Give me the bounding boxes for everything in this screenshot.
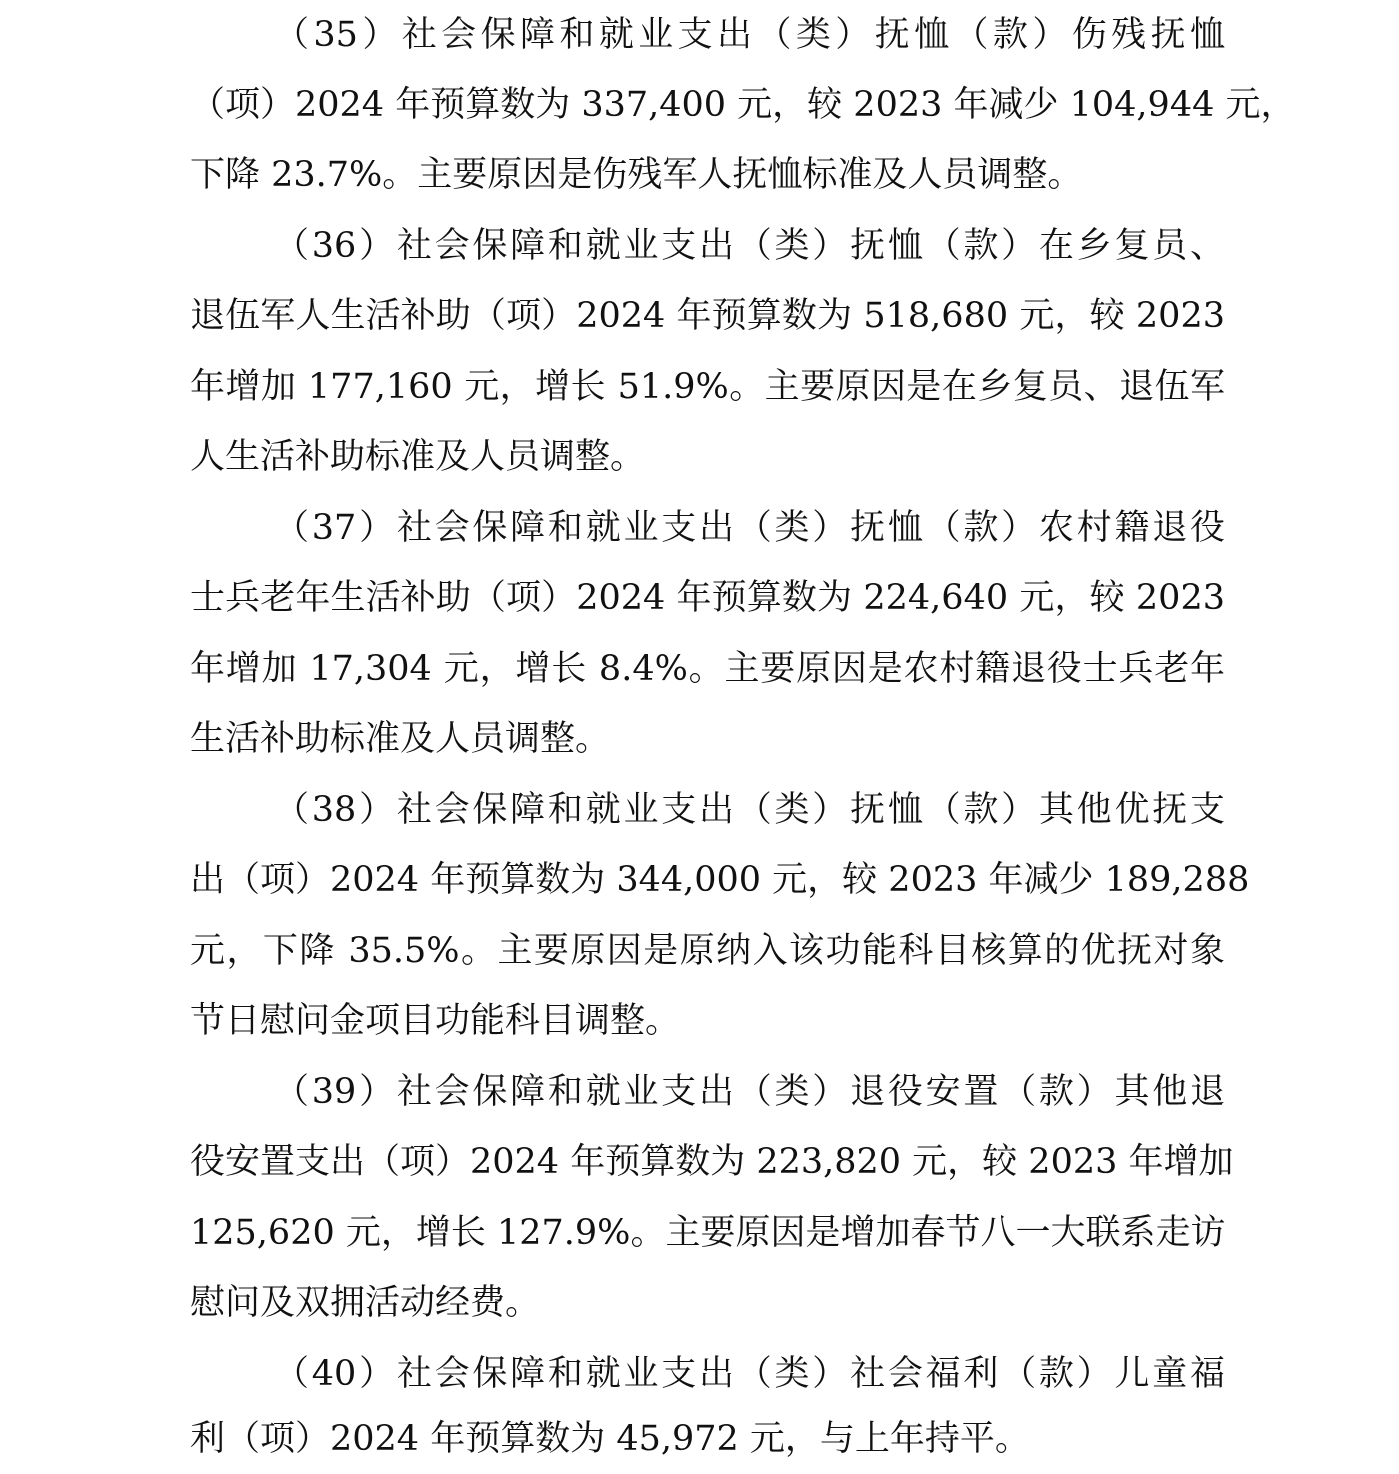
paragraph-38-line-4: 节日慰问金项目功能科目调整。 bbox=[190, 1001, 681, 1041]
document-page bbox=[190, 0, 1296, 1474]
paragraph-37-line-1: （37）社会保障和就业支出（类）抚恤（款）农村籍退役 bbox=[274, 508, 1225, 548]
paragraph-39-line-4: 慰问及双拥活动经费。 bbox=[190, 1283, 541, 1323]
paragraph-36-line-4: 人生活补助标准及人员调整。 bbox=[190, 437, 646, 477]
paragraph-35-line-3: 下降 23.7%。主要原因是伤残军人抚恤标准及人员调整。 bbox=[190, 155, 1083, 195]
paragraph-37-line-4: 生活补助标准及人员调整。 bbox=[190, 719, 611, 759]
paragraph-37-line-2: 士兵老年生活补助（项）2024 年预算数为 224,640 元，较 2023 bbox=[190, 578, 1225, 618]
paragraph-40-line-1: （40）社会保障和就业支出（类）社会福利（款）儿童福 bbox=[274, 1354, 1225, 1394]
paragraph-36-line-3: 年增加 177,160 元，增长 51.9%。主要原因是在乡复员、退伍军 bbox=[190, 367, 1225, 407]
paragraph-38-line-3: 元，下降 35.5%。主要原因是原纳入该功能科目核算的优抚对象 bbox=[190, 931, 1225, 971]
paragraph-36-line-1: （36）社会保障和就业支出（类）抚恤（款）在乡复员、 bbox=[274, 226, 1225, 266]
paragraph-38-line-1: （38）社会保障和就业支出（类）抚恤（款）其他优抚支 bbox=[274, 790, 1225, 830]
paragraph-35-line-2: （项）2024 年预算数为 337,400 元，较 2023 年减少 104,944 元， bbox=[190, 85, 1296, 125]
paragraph-36-line-2: 退伍军人生活补助（项）2024 年预算数为 518,680 元，较 2023 bbox=[190, 296, 1225, 336]
paragraph-35-line-1: （35）社会保障和就业支出（类）抚恤（款）伤残抚恤 bbox=[274, 15, 1225, 55]
paragraph-38-line-2: 出（项）2024 年预算数为 344,000 元，较 2023 年减少 189,288 bbox=[190, 860, 1250, 900]
paragraph-39-line-1: （39）社会保障和就业支出（类）退役安置（款）其他退 bbox=[274, 1072, 1225, 1112]
paragraph-37-line-3: 年增加 17,304 元，增长 8.4%。主要原因是农村籍退役士兵老年 bbox=[190, 649, 1225, 689]
paragraph-39-line-3: 125,620 元，增长 127.9%。主要原因是增加春节八一大联系走访 bbox=[190, 1213, 1226, 1253]
paragraph-40-line-2: 利（项）2024 年预算数为 45,972 元，与上年持平。 bbox=[190, 1419, 1030, 1459]
paragraph-39-line-2: 役安置支出（项）2024 年预算数为 223,820 元，较 2023 年增加 bbox=[190, 1142, 1234, 1182]
